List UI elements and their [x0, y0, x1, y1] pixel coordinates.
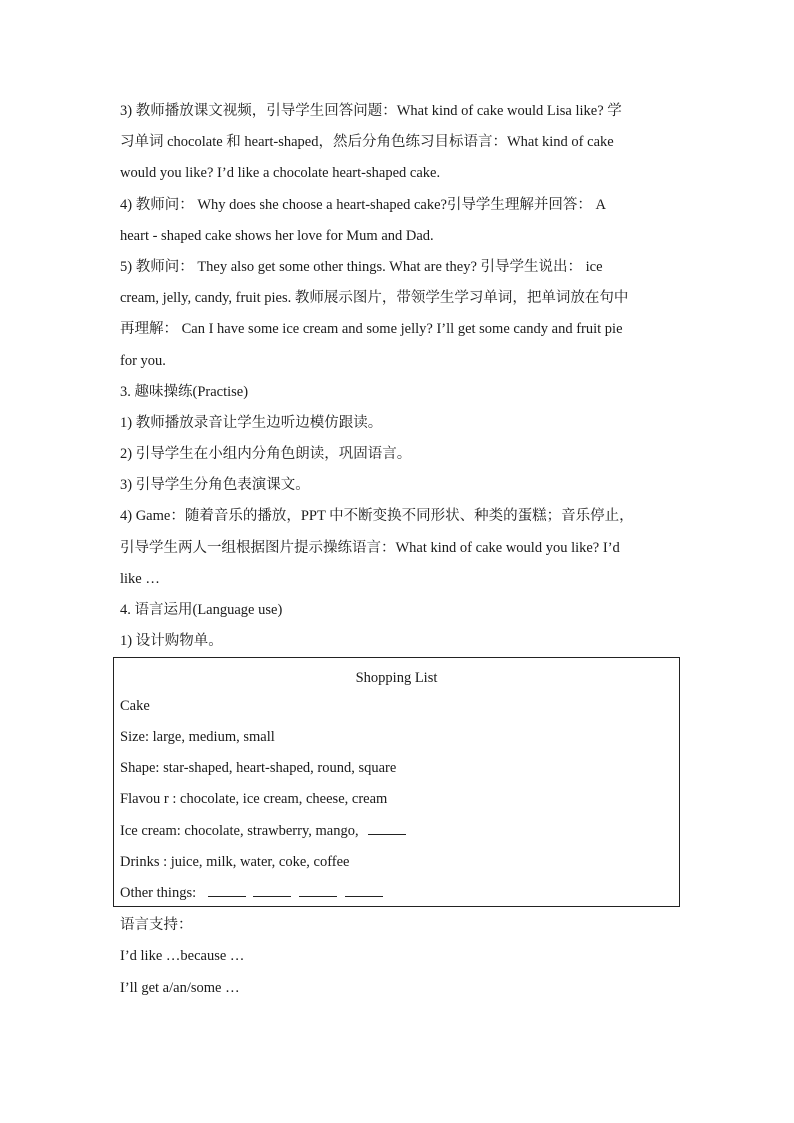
- paragraph-line: 3) 教师播放课文视频，引导学生回答问题：What kind of cake would Lisa like? 学: [120, 103, 622, 119]
- list-item: 1) 设计购物单。: [120, 633, 223, 650]
- list-item: 2) 引导学生在小组内分角色朗读，巩固语言。: [120, 446, 412, 463]
- language-support-heading: 语言支持：: [120, 917, 193, 933]
- section-heading-practise: 3. 趣味操练(Practise): [120, 383, 249, 400]
- shopping-list-box: [113, 657, 680, 907]
- paragraph-line: heart - shaped cake shows her love for Mum and Dad.: [120, 227, 434, 244]
- blank-line: [253, 884, 291, 897]
- shopping-list-drinks: Drinks : juice, milk, water, coke, coffee: [120, 854, 350, 870]
- list-item: 1) 教师播放录音让学生边听边模仿跟读。: [120, 414, 383, 431]
- language-support-line: I’ll get a/an/some …: [120, 980, 240, 996]
- language-support-line: I’d like …because …: [120, 948, 245, 964]
- shopping-list-ice-cream: [120, 821, 410, 841]
- shopping-list-other: [120, 883, 387, 903]
- lesson-text: [120, 96, 675, 657]
- paragraph-line: 习单词 chocolate 和 heart-shaped，然后分角色练习目标语言：What kind of cake: [120, 134, 614, 151]
- paragraph-line: 4) 教师问： Why does she choose a heart-shaped cake?引导学生理解并回答： A: [120, 196, 607, 213]
- shopping-list-cake: Cake: [120, 698, 150, 714]
- blank-line: [345, 884, 383, 897]
- paragraph-line: for you.: [120, 352, 166, 369]
- paragraph-line: 再理解： Can I have some ice cream and some jelly? I’ll get some candy and fruit pie: [120, 321, 623, 338]
- shopping-list-shape: Shape: star-shaped, heart-shaped, round, square: [120, 760, 397, 776]
- blank-line: [299, 884, 337, 897]
- shopping-list-title: Shopping List: [355, 670, 438, 686]
- paragraph-line: 5) 教师问： They also get some other things. What are they? 引导学生说出： ice: [120, 258, 603, 275]
- other-things-label: Other things:: [120, 885, 197, 901]
- blank-line: [208, 884, 246, 897]
- blank-line: [368, 822, 406, 835]
- list-item: 3) 引导学生分角色表演课文。: [120, 477, 310, 494]
- shopping-list-flavour: Flavou r : chocolate, ice cream, cheese, cream: [120, 791, 388, 807]
- paragraph-line: cream, jelly, candy, fruit pies. 教师展示图片，带领学生学习单词，把单词放在句中: [120, 290, 629, 307]
- paragraph-line: like …: [120, 570, 160, 587]
- paragraph-line: would you like? I’d like a chocolate heart-shaped cake.: [120, 165, 441, 182]
- paragraph-line: 引导学生两人一组根据图片提示操练语言：What kind of cake would you like? I’d: [120, 539, 620, 556]
- shopping-list-size: Size: large, medium, small: [120, 729, 275, 745]
- section-heading-language-use: 4. 语言运用(Language use): [120, 602, 283, 618]
- paragraph-line: 4) Game：随着音乐的播放，PPT 中不断变换不同形状、种类的蛋糕；音乐停止，: [120, 508, 634, 525]
- ice-cream-options: Ice cream: chocolate, strawberry, mango,: [120, 823, 359, 839]
